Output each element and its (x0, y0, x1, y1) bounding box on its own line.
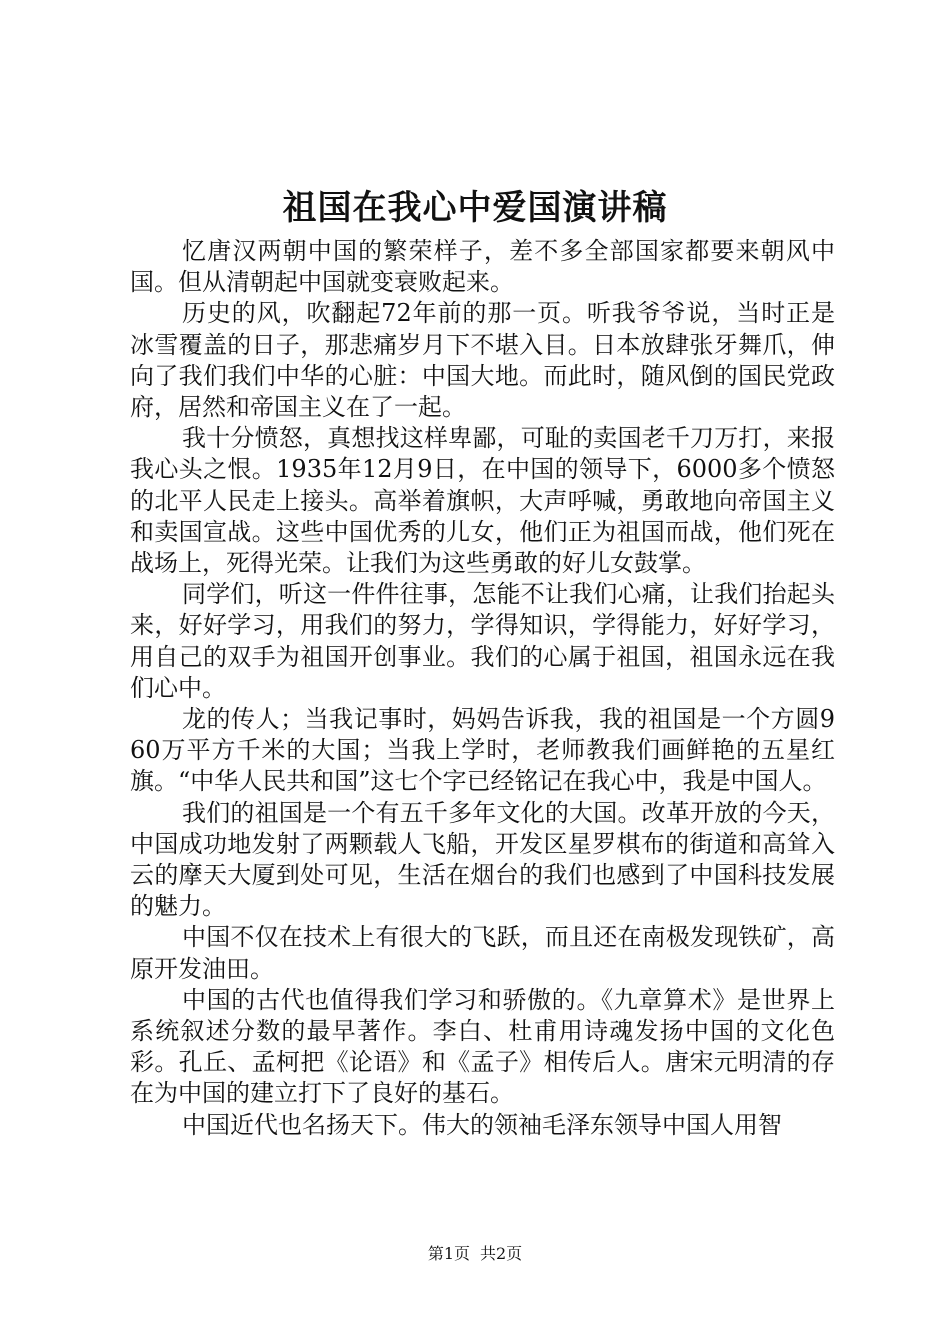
paragraph-7: 中国不仅在技术上有很大的飞跃，而且还在南极发现铁矿，高原开发油田。 (130, 923, 835, 983)
paragraph-6: 我们的祖国是一个有五千多年文化的大国。改革开放的今天，中国成功地发射了两颗载人飞船，开发区星罗棋布的街道和高耸入云的摩天大厦到处可见，生活在烟台的我们也感到了中国科技发展的魅力。 (130, 798, 835, 921)
document-body (130, 236, 835, 1141)
paragraph-9: 中国近代也名扬天下。伟大的领袖毛泽东领导中国人用智 (182, 1110, 782, 1139)
page-footer (0, 1242, 950, 1266)
paragraph-2: 历史的风，吹翻起72年前的那一页。听我爷爷说，当时正是冰雪覆盖的日子，那悲痛岁月下不堪入目。日本放肆张牙舞爪，伸向了我们我们中华的心脏：中国大地。而此时，随风倒的国民党政府，居然和帝国主义在了一起。 (130, 299, 835, 422)
paragraph-5: 龙的传人；当我记事时，妈妈告诉我，我的祖国是一个方圆960万平方千米的大国；当我上学时，老师教我们画鲜艳的五星红旗。“中华人民共和国”这七个字已经铭记在我心中，我是中国人。 (130, 705, 835, 796)
page-number: 第1页 (427, 1244, 470, 1263)
paragraph-1: 忆唐汉两朝中国的繁荣样子，差不多全部国家都要来朝风中国。但从清朝起中国就变衰败起来。 (130, 237, 835, 297)
paragraph-8: 中国的古代也值得我们学习和骄傲的。《九章算术》是世界上系统叙述分数的最早著作。李白、杜甫用诗魂发扬中国的文化色彩。孔丘、孟柯把《论语》和《孟子》相传后人。唐宋元明清的存在为中国的建立打下了良好的基石。 (130, 985, 835, 1108)
paragraph-4: 同学们，听这一件件往事，怎能不让我们心痛，让我们抬起头来，好好学习，用我们的努力，学得知识，学得能力，好好学习，用自己的双手为祖国开创事业。我们的心属于祖国，祖国永远在我们心中。 (130, 580, 835, 702)
page-total: 共2页 (480, 1244, 523, 1263)
paragraph-3: 我十分愤怒，真想找这样卑鄙，可耻的卖国老千刀万打，来报我心头之恨。1935年12月9日，在中国的领导下，6000多个愤怒的北平人民走上接头。高举着旗帜，大声呼喊，勇敢地向帝国主义和卖国宣战。这些中国优秀的儿女，他们正为祖国而战，他们死在战场上，死得光荣。让我们为这些勇敢的好儿女鼓掌。 (130, 424, 835, 578)
document-title: 祖国在我心中爱国演讲稿 (282, 188, 668, 228)
